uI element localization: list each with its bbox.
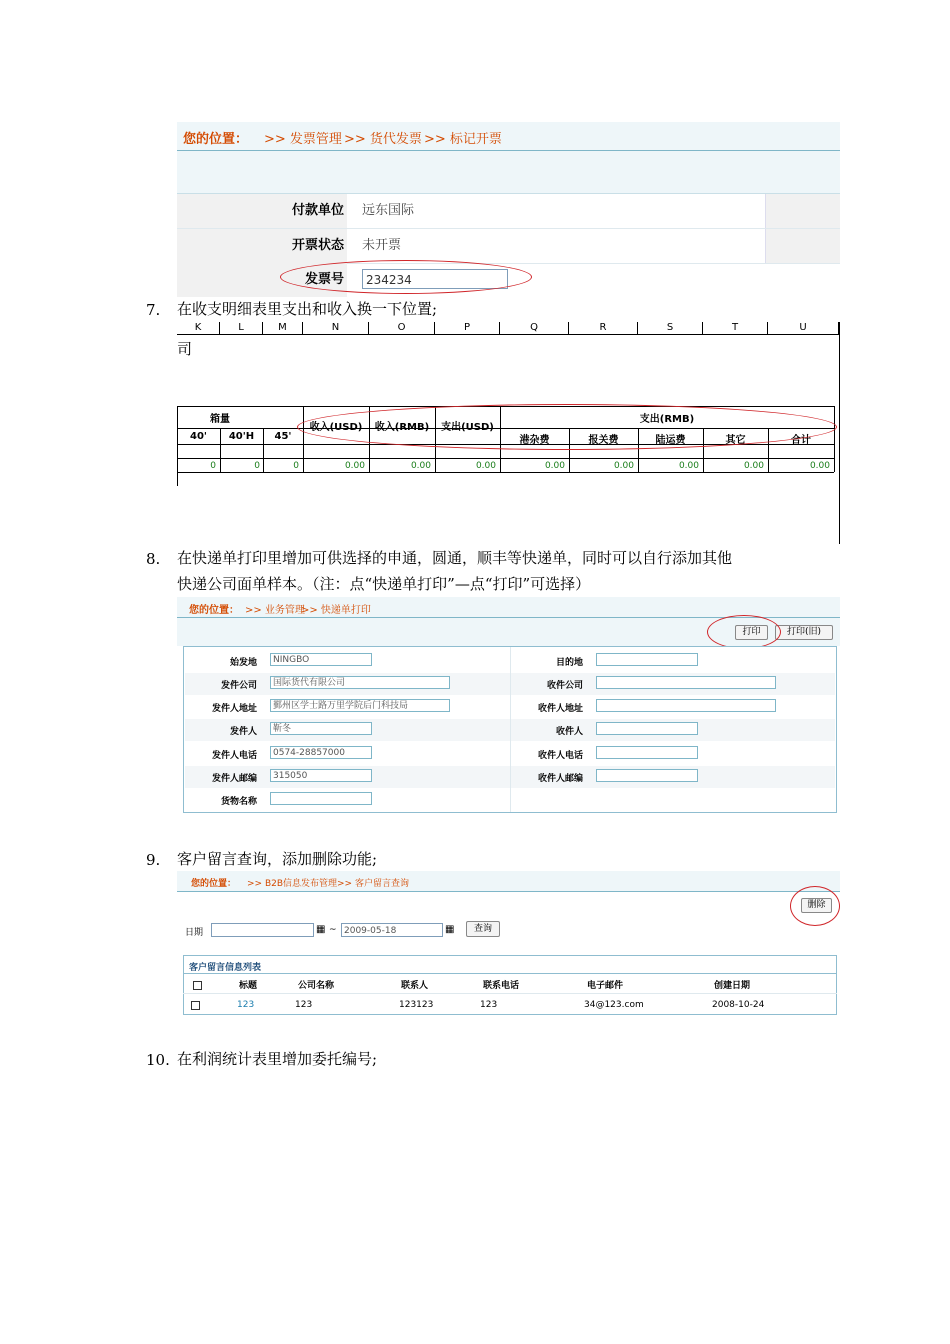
row-contact: 123123 [399,1000,434,1010]
receiver-field-input[interactable] [596,746,698,759]
sender-field-input[interactable] [270,792,372,805]
misc-fee-header: 港杂费 [519,435,550,446]
value-cell: 0.00 [475,461,496,471]
column-letter-header[interactable]: U [768,322,839,335]
breadcrumb-business-mgmt[interactable]: >> 业务管理 [245,605,305,616]
sender-field-label: 发件人邮编 [211,774,257,784]
row-checkbox[interactable] [191,1001,200,1010]
sender-field-input[interactable]: 315050 [270,769,372,782]
column-divider [510,647,511,812]
row-created: 2008-10-24 [712,1000,765,1010]
value-cell: 0 [210,461,216,471]
item-text: 在收支明细表里支出和收入换一下位置; [177,300,438,318]
status-label: 开票状态 [177,229,347,263]
column-letter-header[interactable]: P [435,322,500,335]
invoice-mark-screenshot [177,122,840,294]
row-side-cell [765,229,840,263]
grid-line [177,458,834,459]
invoice-no-label: 发票号 [177,263,347,297]
col-phone-header: 联系电话 [483,981,520,991]
sender-field-label: 发件人地址 [211,704,257,714]
item-number: 9. [146,851,161,869]
grid-line [839,322,840,544]
breadcrumb-express-print[interactable]: >> 快递单打印 [301,605,371,616]
column-letter-header[interactable]: T [703,322,768,335]
breadcrumb [177,871,840,892]
date-separator: ~ [329,925,337,935]
value-cell: 0.00 [743,461,764,471]
customs-fee-header: 报关费 [588,435,619,446]
col-title-header: 标题 [239,981,258,991]
sender-field-label: 发件人 [229,727,257,737]
value-cell: 0.00 [544,461,565,471]
sender-field-label: 货物名称 [220,797,257,807]
delete-button[interactable]: 删除 [801,898,832,913]
receiver-field-label: 收件人邮编 [537,774,583,784]
toolbar-band [177,151,840,194]
column-letter-header[interactable]: O [369,322,435,335]
boxes-header: 箱量 [210,414,230,425]
item-text: 在利润统计表里增加委托编号; [177,1050,378,1068]
invoice-no-input[interactable]: 234234 [362,269,508,289]
column-letter-header[interactable]: K [177,322,220,335]
col-email-header: 电子邮件 [587,981,624,991]
print-button[interactable]: 打印 [735,625,768,640]
grid-line [177,472,834,473]
expense-usd-header: 支出(USD) [441,422,494,433]
col-created-header: 创建日期 [714,981,751,991]
receiver-field-label: 收件公司 [546,681,583,691]
payer-value: 远东国际 [362,203,415,218]
breadcrumb [177,122,840,151]
form-row-payer [177,194,840,229]
grid-line [177,406,834,407]
calendar-icon[interactable]: ▦ [445,924,455,935]
receiver-field-input[interactable] [596,653,698,666]
receiver-field-input[interactable] [596,722,698,735]
sender-field-input[interactable]: 鄞州区学士路万里学院后门科技局 [270,699,450,712]
breadcrumb-message-query[interactable]: >> 客户留言查询 [337,879,409,889]
form-row-invoice-no [177,263,840,297]
receiver-field-input[interactable] [596,676,776,689]
breadcrumb-forwarding-invoice[interactable]: >> 货代发票 [344,132,422,147]
column-letter-header[interactable]: N [303,322,369,335]
receiver-field-input[interactable] [596,769,698,782]
date-from-input[interactable] [211,923,314,937]
item-number: 7. [146,301,161,319]
column-letter-header[interactable]: M [263,322,303,335]
select-all-checkbox[interactable] [193,981,202,990]
sender-field-input[interactable]: 国际货代有限公司 [270,676,450,689]
item-text-continued: 快递公司面单样本。（注：点“快递单打印”—点“打印”可选择） [177,575,591,593]
row-side-cell [765,194,840,228]
calendar-icon[interactable]: ▦ [316,924,326,935]
column-letter-header[interactable]: S [638,322,703,335]
item-number: 10. [146,1051,170,1069]
land-fee-header: 陆运费 [655,435,686,446]
value-cell: 0.00 [344,461,365,471]
list-divider [183,973,837,974]
column-letter-header[interactable]: R [569,322,638,335]
total-header: 合计 [791,435,811,446]
express-print-screenshot [177,597,840,819]
breadcrumb-invoice-mgmt[interactable]: >> 发票管理 [264,132,342,147]
column-letter-header[interactable]: Q [500,322,569,335]
grid-line [834,406,835,472]
breadcrumb-label: 您的位置： [183,132,249,147]
value-cell: 0 [293,461,299,471]
sender-field-label: 始发地 [229,658,257,668]
breadcrumb-mark-invoiced[interactable]: >> 标记开票 [424,132,502,147]
payer-label: 付款单位 [177,194,347,228]
row-email: 34@123.com [584,1000,644,1010]
form-row-status [177,229,840,264]
receiver-field-label: 收件人地址 [537,704,583,714]
col-contact-header: 联系人 [401,981,429,991]
column-letter-header[interactable]: L [220,322,263,335]
receiver-field-label: 收件人电话 [537,751,583,761]
value-cell: 0.00 [613,461,634,471]
item-text: 客户留言查询，添加删除功能; [177,850,378,868]
sender-field-label: 发件人电话 [211,751,257,761]
value-cell: 0 [254,461,260,471]
expense-rmb-header: 支出(RMB) [639,414,695,425]
sender-field-input[interactable]: 靳冬 [270,722,372,735]
other-fee-header: 其它 [725,435,746,446]
value-cell: 0.00 [678,461,699,471]
company-char: 司 [177,340,193,358]
item-number: 8. [146,550,161,568]
item-text: 在快递单打印里增加可供选择的申通，圆通，顺丰等快递单，同时可以自行添加其他 [177,549,733,567]
value-cell: 0.00 [809,461,830,471]
col-45-header: 45' [274,431,292,442]
income-usd-header: 收入(USD) [309,422,363,433]
print-old-button[interactable]: 打印(旧) [775,625,833,640]
income-rmb-header: 收入(RMB) [374,422,430,433]
row-title-link[interactable]: 123 [237,1000,255,1010]
list-title: 客户留言信息列表 [189,963,262,973]
query-button[interactable]: 查询 [466,921,500,937]
date-to-input[interactable]: 2009-05-18 [341,923,443,937]
income-expense-sheet-screenshot [177,322,840,544]
receiver-field-input[interactable] [596,699,776,712]
col-40-header: 40' [190,431,207,442]
col-40h-header: 40'H [228,431,255,442]
grid-line [177,472,178,486]
value-cell: 0.00 [410,461,431,471]
grid-line [177,428,834,429]
customer-message-screenshot [177,871,840,1021]
sender-field-input[interactable]: 0574-28857000 [270,746,372,759]
breadcrumb-label: 您的位置： [189,605,239,616]
receiver-field-label: 收件人 [555,727,583,737]
row-divider [183,993,837,994]
col-company-header: 公司名称 [298,981,335,991]
sender-field-label: 发件公司 [220,681,257,691]
status-value: 未开票 [362,238,402,253]
breadcrumb-b2b-mgmt[interactable]: >> B2B信息发布管理 [247,879,338,889]
row-phone: 123 [480,1000,498,1010]
date-label: 日期 [185,928,204,938]
receiver-field-label: 目的地 [555,658,583,668]
row-company: 123 [295,1000,313,1010]
breadcrumb-label: 您的位置： [191,879,237,889]
sender-field-input[interactable]: NINGBO [270,653,372,666]
breadcrumb [177,597,840,618]
